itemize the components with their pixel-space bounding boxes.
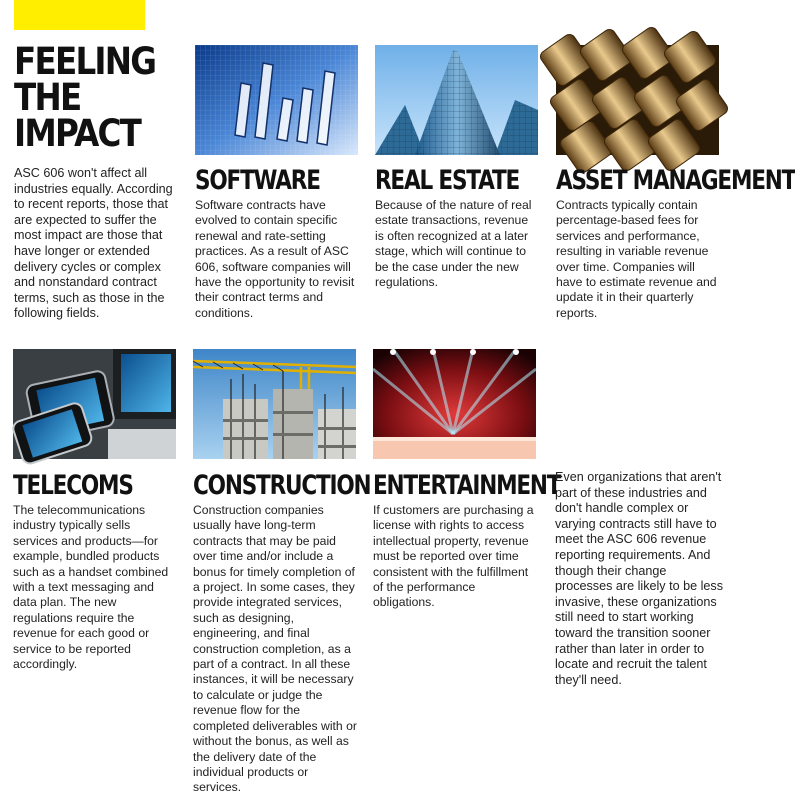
closing-paragraph: Even organizations that aren't part of these industries and don't handle complex or varying contracts still have to meet the ASC 606 revenue reporting requirements. And though their change processes are likely to be less invasive, these organizations still need to start working toward the transition sooner rather than later in order to locate and recruit the talent they'll need. xyxy=(555,470,723,687)
asset-management-title: ASSET MANAGEMENT xyxy=(556,165,795,196)
real-estate-photo xyxy=(375,45,538,155)
telecoms-photo xyxy=(13,349,176,459)
software-title: SOFTWARE xyxy=(195,165,320,196)
asset-management-photo xyxy=(556,45,719,155)
title-line-3: IMPACT xyxy=(14,112,141,155)
software-body: Software contracts have evolved to contain specific renewal and rate-setting practices. As a result of ASC 606, software companies will have the opportunity to revisit their contract terms and conditions. xyxy=(195,198,355,320)
asset-management-body: Contracts typically contain percentage-based fees for services and performance, resulting in variable revenue over time. Companies will have to estimate revenue and update it in their quarterly reports. xyxy=(556,198,717,320)
page-title xyxy=(14,40,156,155)
intro-paragraph: ASC 606 won't affect all industries equally. According to recent reports, those that are expected to suffer the most impact are those that have longer or extended delivery cycles or complex and nonstandard contract terms, such as those in the following fields. xyxy=(14,166,173,321)
software-photo xyxy=(195,45,358,155)
construction-body: Construction companies usually have long-term contracts that may be paid over time and/or include a bonus for timely completion of a project. In some cases, they provide integrated services, such as designing, engineering, and final construction completion, as a part of a contract. In all these instances, it will be necessary to calculate or judge the revenue flow for the completed deliverables with or without the bonus, as well as the delivery date of the individual products or services. xyxy=(193,503,357,795)
entertainment-photo xyxy=(373,349,536,459)
entertainment-body: If customers are purchasing a license with rights to access intellectual property, revenue must be reported over time consistent with the fulfillment of the performance obligations. xyxy=(373,503,534,610)
entertainment-title: ENTERTAINMENT xyxy=(373,470,561,501)
telecoms-title: TELECOMS xyxy=(13,470,133,501)
yellow-accent-bar xyxy=(14,0,145,30)
construction-title: CONSTRUCTION xyxy=(193,470,371,501)
title-line-1: FEELING xyxy=(14,40,156,83)
construction-photo xyxy=(193,349,356,459)
title-line-2: THE xyxy=(14,76,81,119)
telecoms-body: The telecommunications industry typically sells services and products—for example, bundled products such as a handset combined with a text messaging and data plan. The new regulations require the revenue for each good or service to be reported accordingly. xyxy=(13,503,169,672)
real-estate-body: Because of the nature of real estate transactions, revenue is often recognized at a later stage, which will continue to be the case under the new regulations. xyxy=(375,198,532,290)
real-estate-title: REAL ESTATE xyxy=(375,165,520,196)
